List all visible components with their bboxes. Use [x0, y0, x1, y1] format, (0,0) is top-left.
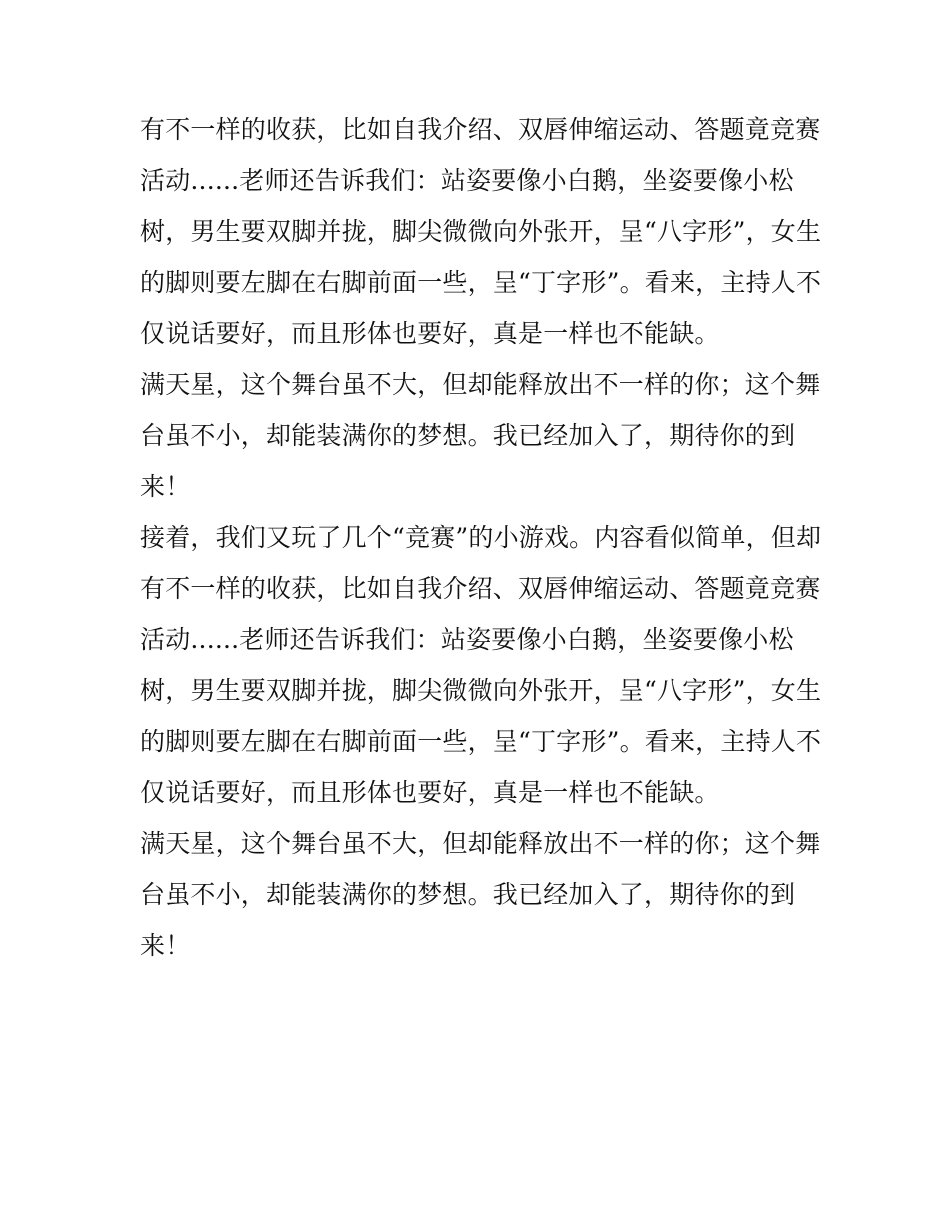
text-line: 台虽不小，却能装满你的梦想。我已经加入了，期待你的到: [140, 880, 796, 909]
text-line: 的脚则要左脚在右脚前面一些，呈“丁字形”。看来，主持人不: [140, 727, 822, 756]
text-line: 有不一样的收获，比如自我介绍、双唇伸缩运动、答题竟竞赛: [140, 115, 821, 144]
text-line: 活动......老师还告诉我们：站姿要像小白鹅，坐姿要像小松: [140, 625, 794, 654]
text-line: 的脚则要左脚在右脚前面一些，呈“丁字形”。看来，主持人不: [140, 268, 822, 297]
text-line: 活动......老师还告诉我们：站姿要像小白鹅，坐姿要像小松: [140, 166, 794, 195]
text-line: 台虽不小，却能装满你的梦想。我已经加入了，期待你的到: [140, 421, 796, 450]
text-line: 来！: [140, 931, 191, 960]
text-line: 仅说话要好，而且形体也要好，真是一样也不能缺。: [140, 319, 720, 348]
text-line: 满天星，这个舞台虽不大，但却能释放出不一样的你；这个舞: [140, 370, 821, 399]
text-line: 树，男生要双脚并拢，脚尖微微向外张开，呈“八字形”，女生: [140, 217, 822, 246]
text-line: 有不一样的收获，比如自我介绍、双唇伸缩运动、答题竟竞赛: [140, 574, 821, 603]
text-line: 来！: [140, 472, 191, 501]
text-line: 树，男生要双脚并拢，脚尖微微向外张开，呈“八字形”，女生: [140, 676, 822, 705]
document-body: [140, 104, 820, 971]
text-line: 满天星，这个舞台虽不大，但却能释放出不一样的你；这个舞: [140, 829, 821, 858]
text-line: 接着，我们又玩了几个“竞赛”的小游戏。内容看似简单，但却: [140, 523, 822, 552]
text-line: 仅说话要好，而且形体也要好，真是一样也不能缺。: [140, 778, 720, 807]
